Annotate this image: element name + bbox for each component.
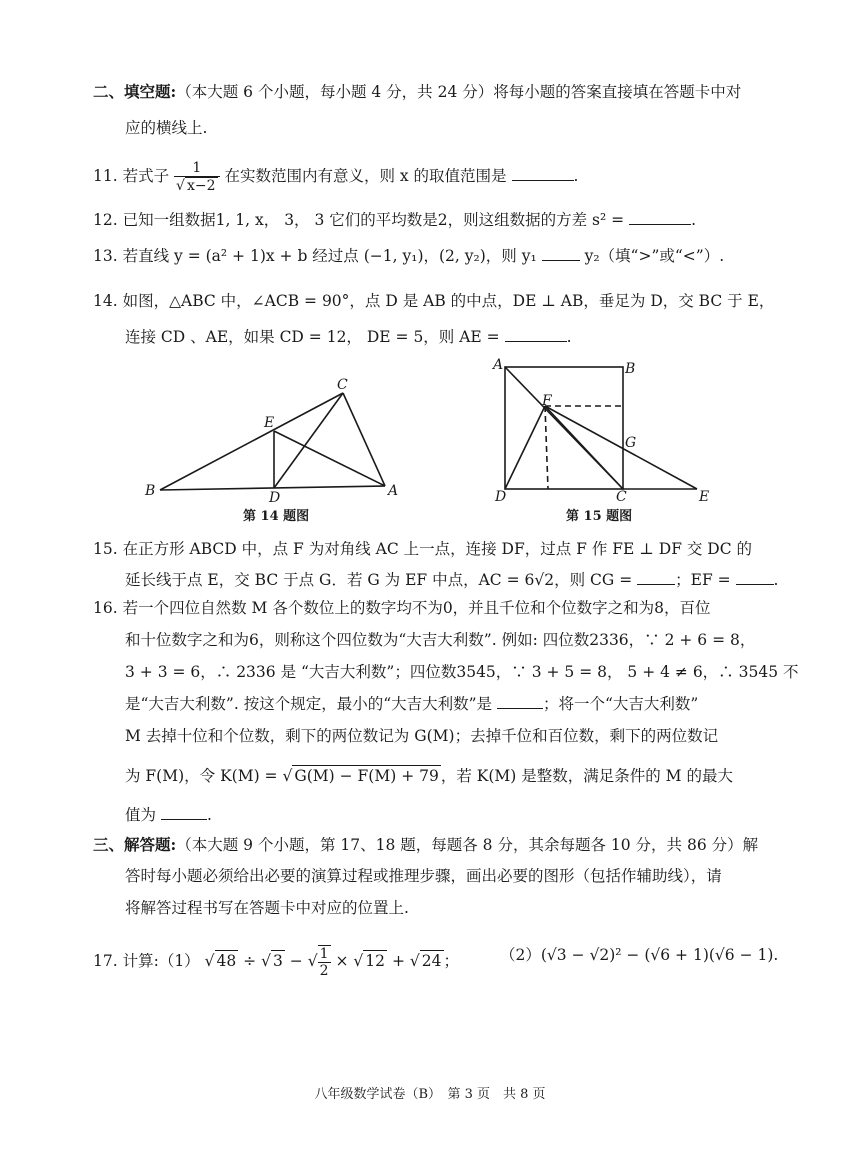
q15-answer-blank-cg [637,570,675,585]
section3-desc-cont2: 将解答过程书写在答题卡中对应的位置上. [125,899,409,917]
fig14-label-A: A [388,483,399,499]
q16-answer-blank-min [497,694,543,709]
question-17: 17. 计算:（1） √ 48 ÷ √ 3 − √ $\frac{1}{2}$ × √ 12 + √ 24 ； [93,946,460,979]
q17-minus: − [289,952,303,970]
q15-end: . [773,571,779,589]
fig15-segment-FE [545,406,697,489]
q17-part2: （2）(√3 − √2)² − (√6 + 1)(√6 − 1). [500,946,779,964]
q11-pre: 若式子 [122,167,170,185]
q16-line1: 若一个四位自然数 M 各个数位上的数字均不为0，并且千位和个位数字之和为8，百位 [122,599,711,617]
q17-number: 17. [93,952,118,970]
section3-desc-cont1: 答时每小题必须给出必要的演算过程或推理步骤，画出必要的图形（包括作辅助线），请 [125,867,722,885]
q16-line2: 和十位数字之和为6，则称这个四位数为“大吉大利数”. 例如: 四位数2336，∵ 2 + 6 = 8， [125,631,756,649]
q12-answer-blank [629,210,691,225]
question-16-line4 [125,694,698,714]
fig14-label-E: E [264,415,275,431]
question-16 [93,598,711,618]
q11-end: . [573,167,579,185]
fig15-label-F: F [542,393,552,409]
figure-14-caption: 第 14 题图 [243,509,310,524]
q16-number: 16. [93,599,118,617]
q14-end: . [566,328,572,346]
q14-answer-blank [505,327,567,342]
q11-answer-blank [512,166,574,181]
figure-15 [485,355,720,505]
q14-number: 14. [93,292,118,310]
q11-fraction [174,160,219,194]
q17-sqrt-half [318,945,331,979]
q17-sqrt-12: 12 [365,952,386,970]
fig14-label-B: B [145,483,156,499]
fig15-label-D: D [495,489,507,505]
section2-desc-cont: 应的横线上. [125,119,208,137]
fig14-segment-BC [160,393,343,490]
section2-desc: （本大题 6 个小题，每小题 4 分，共 24 分）将每小题的答案直接填在答题卡中对 [176,83,742,101]
q14-line2: 连接 CD 、AE，如果 CD = 12， DE = 5，则 AE = [125,328,500,346]
q12-number: 12. [93,211,118,229]
q16-line7: 值为 [125,806,157,824]
figure-14 [140,375,410,505]
q13-number: 13. [93,247,118,265]
q15-answer-blank-ef [736,570,774,585]
question-16-line7 [125,805,212,825]
question-15-line2 [125,570,778,590]
q17-label: 计算:（1） [122,952,200,970]
fig14-label-D: D [269,490,281,505]
q17-plus: + [391,952,405,970]
section3-title: 三、解答题: [93,835,177,854]
question-14 [93,291,774,311]
fig15-label-B: B [625,361,636,377]
q16-end: . [206,806,212,824]
q11-number: 11. [93,167,118,185]
q11-post: 在实数范围内有意义，则 x 的取值范围是 [224,167,507,185]
fig14-label-C: C [337,377,348,393]
fig15-label-A: A [493,357,504,373]
section2-header [93,82,741,102]
q14-line1: 如图，△ABC 中，∠ACB = 90°，点 D 是 AB 的中点，DE ⊥ AB，垂足为 D，交 BC 于 E， [122,292,775,310]
question-16-line6: 为 F(M)，令 K(M) = √ G(M) − F(M) + 79 ，若 K(M) 是整数，满足条件的 M 的最大 [125,767,733,785]
q16-sqrt-expression: G(M) − F(M) + 79 [294,767,439,785]
q13-text: 若直线 y = (a² + 1)x + b 经过点 (−1, y₁)，(2, y₂)，则 y₁ [122,247,537,265]
q17-sqrt-3: 3 [272,952,283,970]
page-footer: 八年级数学试卷（B） 第 3 页 共 8 页 [314,1087,546,1102]
q16-line5: M 去掉十位和个位数，剩下的两位数记为 G(M)；去掉千位和百位数，剩下的两位数记 [125,727,719,745]
q15-line2a: 延长线于点 E，交 BC 于点 G．若 G 为 EF 中点，AC = 6√2，则 CG = [125,571,633,589]
q16-line6a: 为 F(M)，令 K(M) = [125,767,278,785]
q11-frac-num: 1 [174,160,219,177]
question-11 [93,160,578,194]
q13-post: y₂（填“>”或“<”）. [584,247,725,265]
q16-line4a: 是“大吉大利数”. 按这个规定，最小的“大吉大利数”是 [125,695,493,713]
q15-line2b: ；EF = [675,571,731,589]
question-15 [93,539,752,559]
q16-line4b: ；将一个“大吉大利数” [543,695,699,713]
q17-div: ÷ [243,952,257,970]
q15-line1: 在正方形 ABCD 中，点 F 为对角线 AC 上一点，连接 DF，过点 F 作 FE ⊥ DF 交 DC 的 [122,540,753,558]
fig15-label-G: G [625,435,637,451]
fig14-segment-EA [274,431,385,486]
fig15-segment-FC [545,406,623,489]
question-13 [93,246,724,266]
section2-title: 二、填空题: [93,82,177,101]
q17-times: × [335,952,349,970]
fig14-segment-DC [274,393,343,488]
fig15-segment-DF [505,406,545,489]
q17-half-num: 1 [319,946,329,962]
q16-line6b: ，若 K(M) 是整数，满足条件的 M 的最大 [440,767,733,785]
q13-answer-blank [542,246,580,261]
q16-answer-blank-max [161,805,207,820]
q17-half-den: 2 [319,963,329,979]
q17-p1-end: ； [443,952,460,970]
question-14-line2 [125,327,572,347]
fig15-label-C: C [616,489,627,505]
q17-sqrt-48: 48 [216,952,237,970]
fig15-label-E: E [699,489,710,505]
q12-end: . [691,211,697,229]
q17-sqrt-24: 24 [421,952,442,970]
q16-line3: 3 + 3 = 6，∴ 2336 是 “大吉大利数”；四位数3545，∵ 3 + 5 = 8， 5 + 4 ≠ 6，∴ 3545 不 [125,663,799,681]
section3-header [93,835,758,855]
fig14-segment-CA [343,393,385,486]
fig15-dashed-vertical [545,406,548,489]
q15-number: 15. [93,540,118,558]
q12-text: 已知一组数据1, 1, x， 3， 3 它们的平均数是2，则这组数据的方差 s² = [122,211,625,229]
section3-desc: （本大题 9 个小题，第 17、18 题，每题各 8 分，其余每题各 10 分，共 86 分）解 [176,836,759,854]
question-12 [93,210,696,230]
q11-frac-den: √ x−2 [176,178,216,194]
figure-15-caption: 第 15 题图 [566,509,633,524]
